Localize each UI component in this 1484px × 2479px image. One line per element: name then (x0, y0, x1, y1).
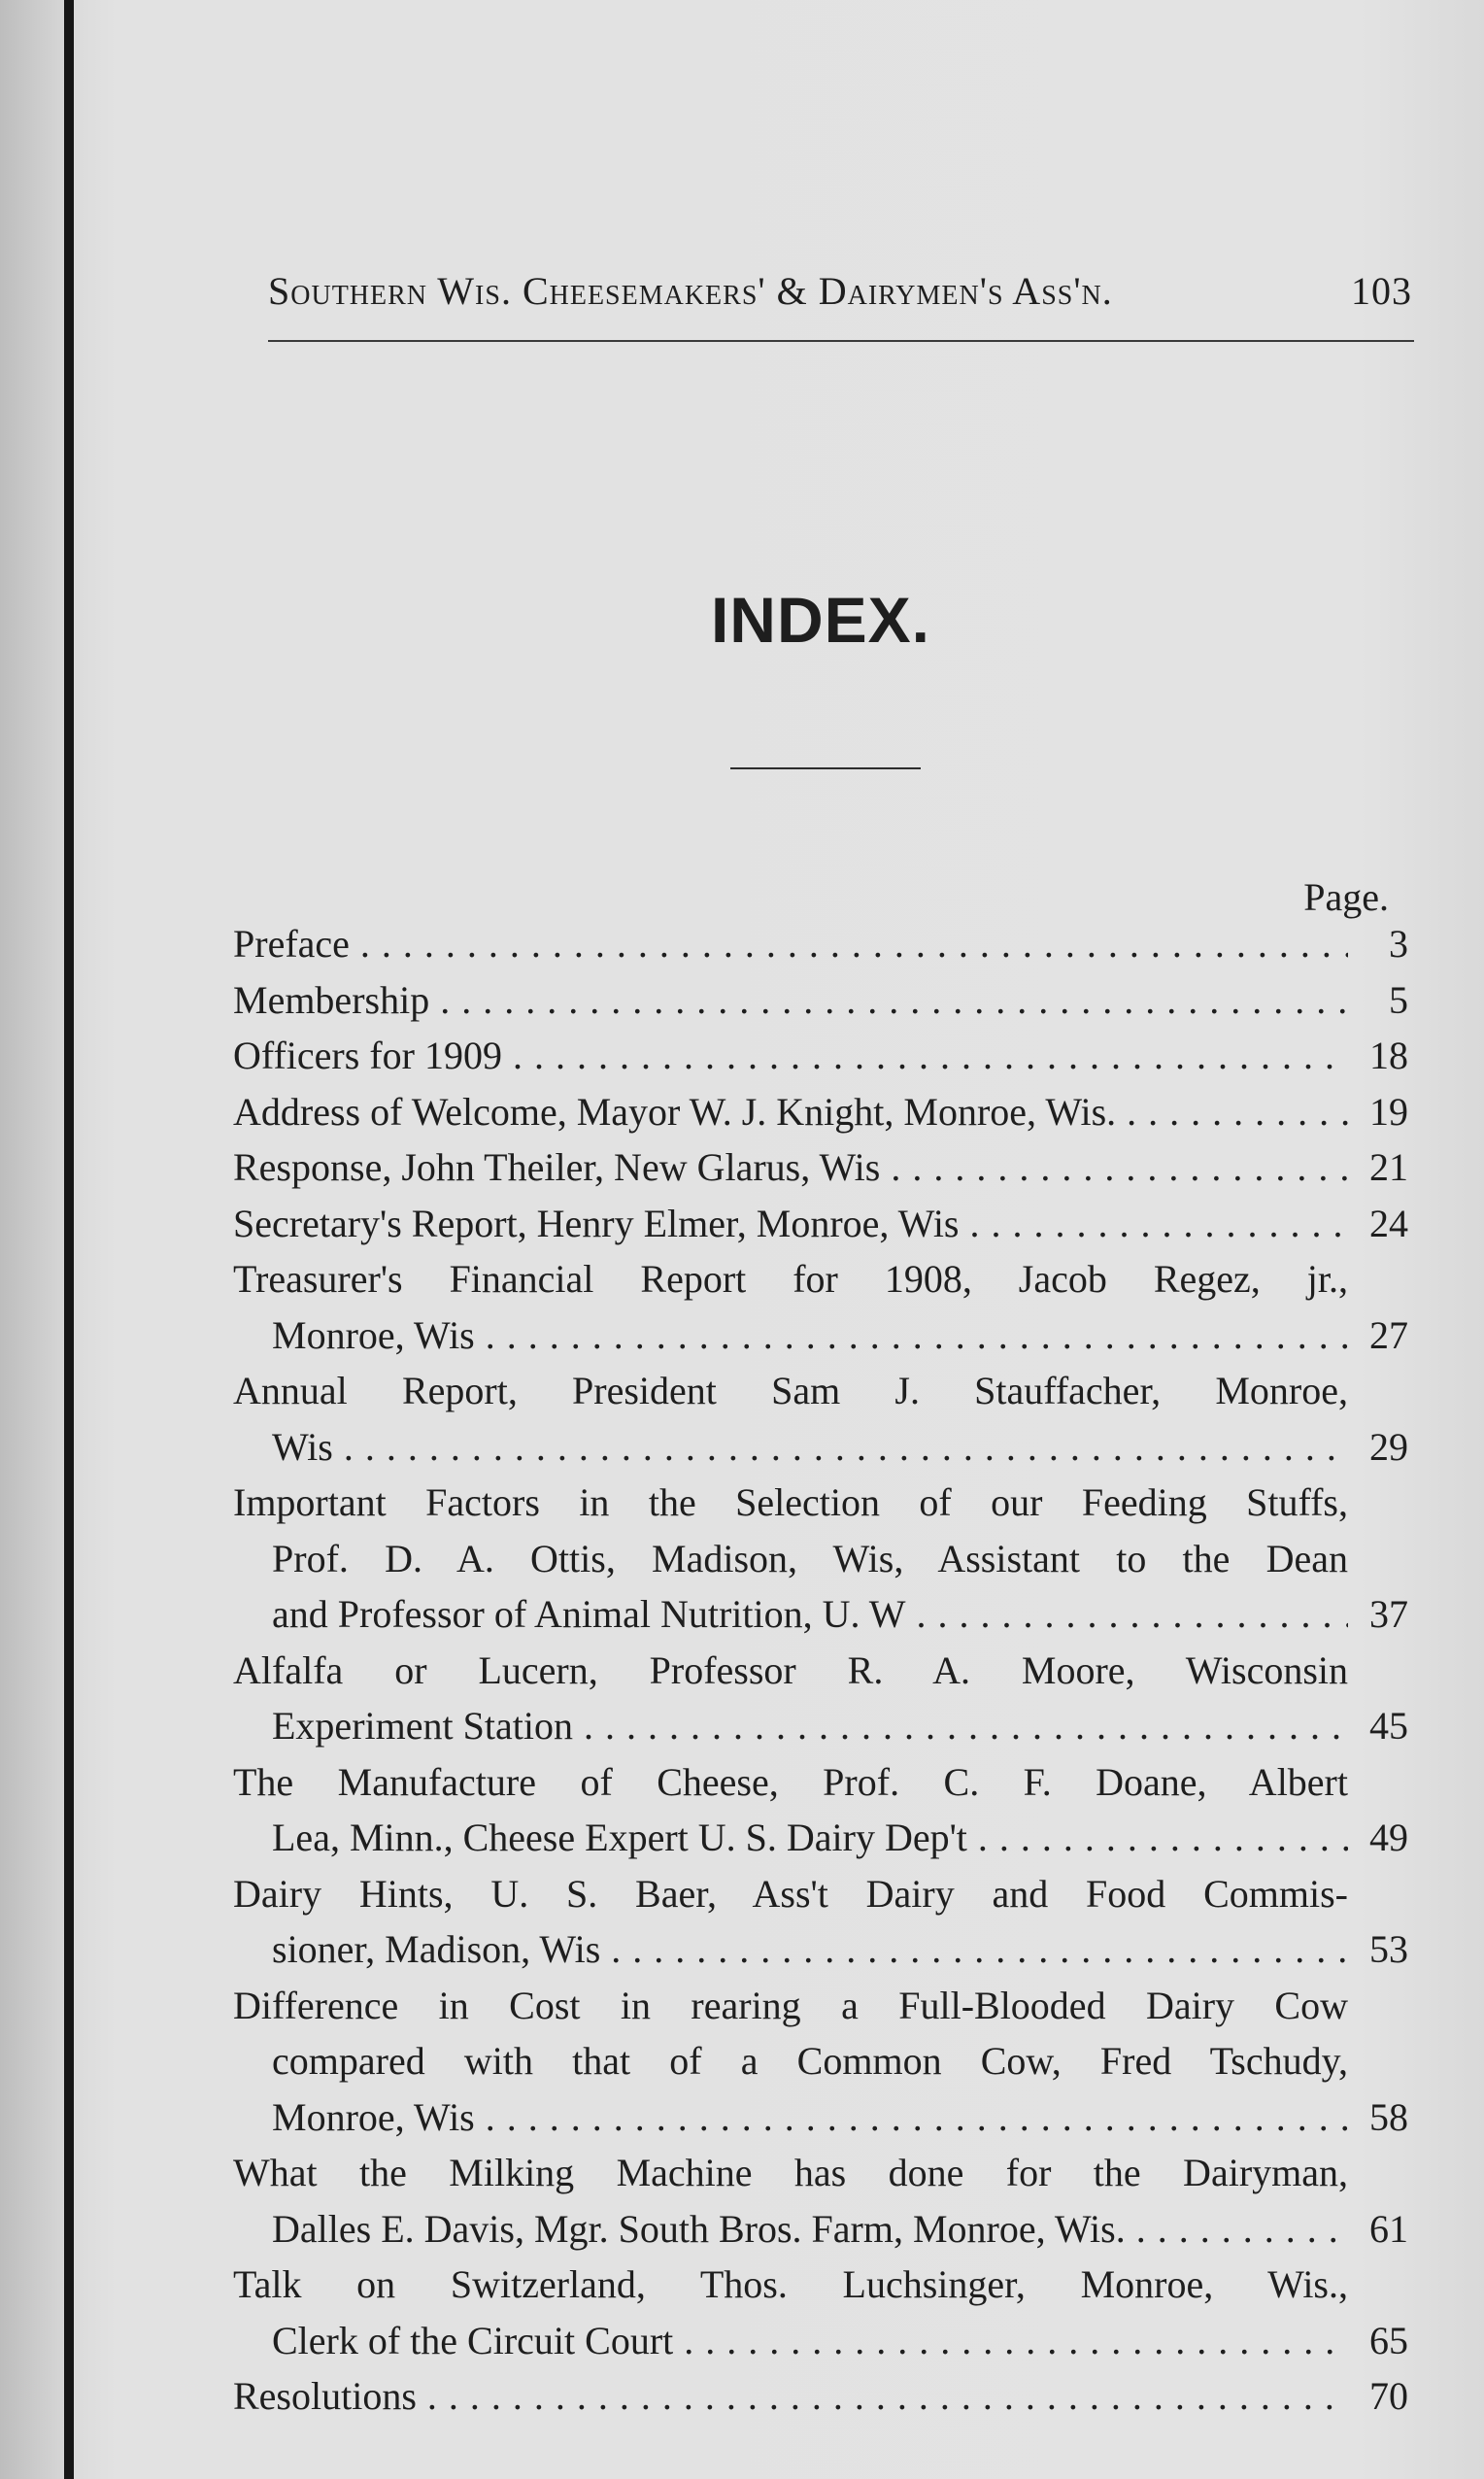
index-entry-title-line: Prof. D. A. Ottis, Madison, Wis, Assistant to the Dean (272, 1536, 1348, 1580)
index-entry-page: 65 (1369, 2318, 1408, 2362)
index-entry-page: 24 (1369, 1201, 1408, 1245)
header-rule (268, 340, 1414, 342)
index-entry-page: 3 (1389, 922, 1408, 966)
index-entry-last-line (233, 2201, 1408, 2258)
index-entry (233, 1196, 1408, 1252)
page-number: 103 (1351, 269, 1412, 313)
page-column-label: Page. (1303, 875, 1389, 919)
binding-shadow (0, 0, 64, 2479)
index-entry-title-line: Important Factors in the Selection of our Feeding Stuffs, (233, 1480, 1348, 1524)
index-entry-last-line (233, 1419, 1408, 1476)
index-entry (233, 1754, 1408, 1866)
index-entry-title: Officers for 1909 . . . (233, 1028, 1348, 1084)
index-entry (233, 972, 1408, 1029)
index-entry-title-line: The Manufacture of Cheese, Prof. C. F. Doane, Albert (233, 1759, 1348, 1804)
index-entry-title-line: and Professor of Animal Nutrition, U. W . . . (272, 1586, 1348, 1643)
index-entry-title: Preface . . . (233, 916, 1348, 972)
index-entry-last-line (233, 1307, 1408, 1364)
index-entry-page: 45 (1369, 1704, 1408, 1748)
binding-spine (64, 0, 74, 2479)
index-entry-page: 58 (1369, 2094, 1408, 2139)
index-entry-last-line (233, 1921, 1408, 1978)
index-entry (233, 2145, 1408, 2257)
index-entry-title: Resolutions . . . (233, 2368, 1348, 2425)
index-entry-page: 49 (1369, 1816, 1408, 1859)
index-entry-page: 21 (1369, 1145, 1408, 1189)
index-entry-title-line: Alfalfa or Lucern, Professor R. A. Moore, Wisconsin (233, 1647, 1348, 1692)
index-entry (233, 1866, 1408, 1978)
index-entry-page: 18 (1369, 1034, 1408, 1077)
index-entry (233, 1139, 1408, 1196)
index-entry (233, 1475, 1408, 1643)
index-entry-title: Response, John Theiler, New Glarus, Wis . . . (233, 1139, 1348, 1196)
index-entry (233, 1978, 1408, 2146)
index-entry (233, 2257, 1408, 2368)
index-entry-title-line: Treasurer's Financial Report for 1908, Jacob Regez, jr., (233, 1257, 1348, 1301)
index-entry (233, 2368, 1408, 2425)
index-entry-title-line: Lea, Minn., Cheese Expert U. S. Dairy Dep't . . . (272, 1810, 1348, 1866)
index-entry-title-line: sioner, Madison, Wis . . . (272, 1921, 1348, 1978)
running-head (268, 268, 1412, 314)
index-list (233, 916, 1408, 2425)
index-entry-last-line (233, 1810, 1408, 1866)
index-entry-page: 37 (1369, 1592, 1408, 1636)
index-entry-last-line (233, 1586, 1408, 1643)
index-entry-page: 27 (1369, 1312, 1408, 1357)
running-head-title: Southern Wis. Cheesemakers' & Dairymen's Ass'n. (268, 269, 1113, 313)
index-entry (233, 1251, 1408, 1363)
index-entry-title: Membership . . . (233, 972, 1348, 1029)
index-entry-title-line: Annual Report, President Sam J. Stauffacher, Monroe, (233, 1369, 1348, 1412)
index-entry-page: 29 (1369, 1424, 1408, 1469)
index-entry-page: 19 (1369, 1089, 1408, 1134)
index-entry-title-line: Wis . . . (272, 1419, 1348, 1476)
index-entry-title: Secretary's Report, Henry Elmer, Monroe, Wis . . . (233, 1196, 1348, 1252)
index-entry-page: 5 (1389, 977, 1408, 1022)
title-rule (730, 767, 921, 769)
index-entry-title-line: Talk on Switzerland, Thos. Luchsinger, Monroe, Wis., (233, 2262, 1348, 2306)
index-entry-last-line (233, 2089, 1408, 2146)
index-entry-title-line: Clerk of the Circuit Court . . . (272, 2313, 1348, 2369)
index-entry-title-line: Dairy Hints, U. S. Baer, Ass't Dairy and Food Commis- (233, 1871, 1348, 1916)
index-entry-title-line: Monroe, Wis . . . (272, 1307, 1348, 1364)
index-entry-title: Address of Welcome, Mayor W. J. Knight, Monroe, Wis. . . . (233, 1084, 1348, 1140)
index-entry-page: 61 (1369, 2206, 1408, 2251)
index-entry (233, 1028, 1408, 1084)
index-entry (233, 1084, 1408, 1140)
index-entry-title-line: Experiment Station . . . (272, 1698, 1348, 1754)
index-entry-page: 53 (1369, 1927, 1408, 1971)
index-entry-title-line: Difference in Cost in rearing a Full-Blooded Dairy Cow (233, 1983, 1348, 2027)
index-entry (233, 916, 1408, 972)
index-entry-last-line (233, 2313, 1408, 2369)
index-entry-last-line (233, 1698, 1408, 1754)
index-entry-title-line: Dalles E. Davis, Mgr. South Bros. Farm, Monroe, Wis. . . . (272, 2201, 1348, 2258)
index-title: INDEX. (710, 584, 931, 656)
index-entry (233, 1363, 1408, 1475)
index-entry (233, 1643, 1408, 1754)
index-entry-title-line: Monroe, Wis . . . (272, 2089, 1348, 2146)
index-entry-title-line: compared with that of a Common Cow, Fred Tschudy, (272, 2039, 1348, 2083)
index-entry-page: 70 (1369, 2374, 1408, 2418)
index-entry-title-line: What the Milking Machine has done for the Dairyman, (233, 2151, 1348, 2194)
